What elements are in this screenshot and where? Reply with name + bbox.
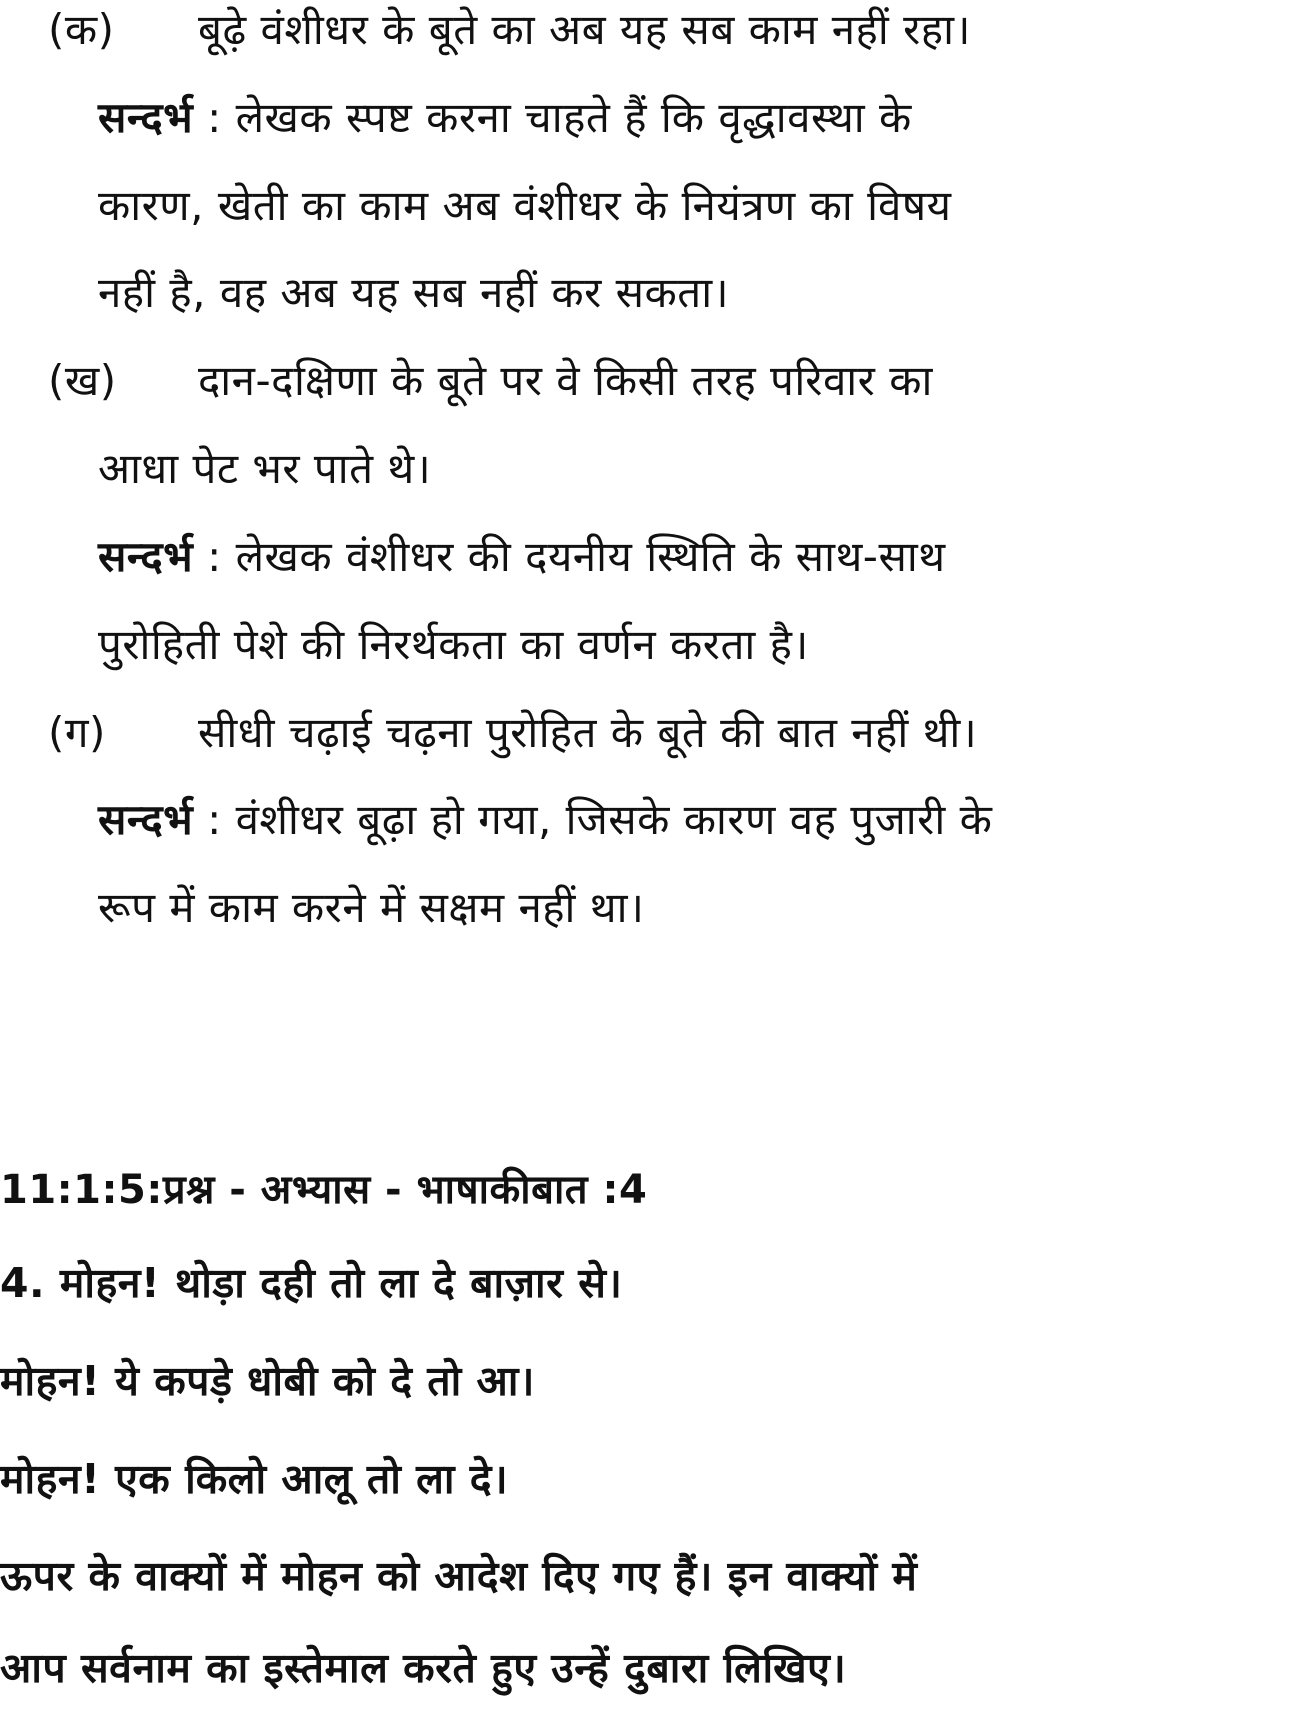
item-ga-marker: (ग) [48, 708, 106, 757]
item-kha-context-line-2 [98, 615, 809, 675]
item-kha-statement-cont: आधा पेट भर पाते थे। [98, 444, 432, 493]
item-ka-context-line-2 [98, 176, 951, 236]
item-kha-context-label: सन्दर्भ [98, 532, 194, 581]
item-ga-statement-line [48, 703, 977, 763]
exercise-line-4: ऊपर के वाक्यों में मोहन को आदेश दिए गए हैं। इन वाक्यों में [0, 1552, 918, 1600]
item-kha-context-line-1 [98, 527, 946, 587]
item-ka-statement: बूढ़े वंशीधर के बूते का अब यह सब काम नहीं रहा। [198, 5, 971, 54]
item-ga-statement: सीधी चढ़ाई चढ़ना पुरोहित के बूते की बात नहीं थी। [198, 708, 978, 757]
item-kha-statement-line [48, 351, 933, 411]
item-kha-context-text-2: पुरोहिती पेशे की निरर्थकता का वर्णन करता है। [98, 620, 809, 669]
section-heading: 11:1:5:प्रश्न - अभ्यास - भाषाकीबात :4 [0, 1167, 648, 1213]
item-ka-context-label: सन्दर्भ [98, 93, 194, 142]
item-ga-context-label: सन्दर्भ [98, 795, 194, 844]
item-ka-context-line-1 [98, 88, 912, 148]
exercise-line-2: मोहन! ये कपड़े धोबी को दे तो आ। [0, 1357, 535, 1405]
item-ka-context-text-2: कारण, खेती का काम अब वंशीधर के नियंत्रण का विषय [98, 181, 952, 230]
item-ga-context-text-1: : वंशीधर बूढ़ा हो गया, जिसके कारण वह पुजारी के [207, 795, 993, 844]
item-ka-context-text-1: : लेखक स्पष्ट करना चाहते हैं कि वृद्धावस्था के [207, 93, 912, 142]
item-kha-marker: (ख) [48, 356, 117, 405]
item-kha-statement-cont-line [98, 439, 431, 499]
item-ka-context-line-3 [98, 263, 729, 323]
item-kha-context-text-1: : लेखक वंशीधर की दयनीय स्थिति के साथ-साथ [207, 532, 946, 581]
exercise-line-1: 4. मोहन! थोड़ा दही तो ला दे बाज़ार से। [0, 1259, 623, 1307]
exercise-line-5: आप सर्वनाम का इस्तेमाल करते हुए उन्हें दुबारा लिखिए। [0, 1644, 847, 1692]
item-ka-context-text-3: नहीं है, वह अब यह सब नहीं कर सकता। [98, 268, 730, 317]
exercise-line-3: मोहन! एक किलो आलू तो ला दे। [0, 1455, 509, 1503]
item-ga-context-text-2: रूप में काम करने में सक्षम नहीं था। [98, 883, 645, 932]
item-ga-context-line-2 [98, 878, 644, 938]
item-ka-statement-line [48, 0, 971, 60]
item-ka-marker: (क) [48, 5, 115, 54]
item-ga-context-line-1 [98, 790, 992, 850]
item-kha-statement: दान-दक्षिणा के बूते पर वे किसी तरह परिवार का [198, 356, 933, 405]
